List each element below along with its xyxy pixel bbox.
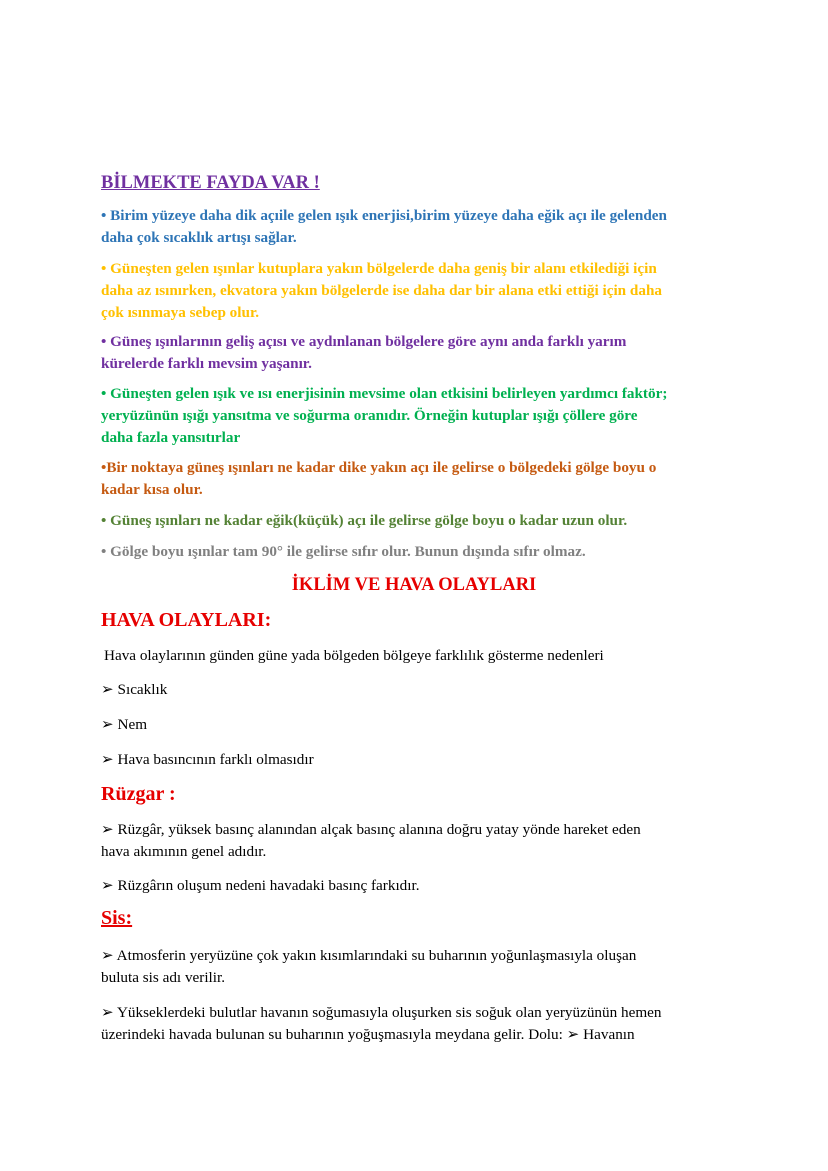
fact-5: [101, 457, 741, 501]
ruzgar-paragraph-1: [101, 819, 741, 863]
hava-item-3: ➢ Hava basıncının farklı olmasıdır: [101, 751, 314, 768]
fact-4-line-3: daha fazla yansıtırlar: [101, 429, 241, 446]
ruzgar-heading: Rüzgar :: [101, 783, 176, 805]
section-title: İKLİM VE HAVA OLAYLARI: [291, 575, 537, 595]
fact-6-line-1: • Güneş ışınları ne kadar eğik(küçük) açı ile gelirse gölge boyu o kadar uzun olur.: [101, 512, 628, 529]
fact-2-line-2: daha az ısınırken, ekvatora yakın bölgelerde ise daha dar bir alana etki ettiği için daha: [101, 282, 663, 299]
sis-paragraph-1: [101, 945, 741, 989]
hava-heading: HAVA OLAYLARI:: [101, 609, 272, 631]
ruzgar-paragraph-2: ➢ Rüzgârın oluşum nedeni havadaki basınç farkıdır.: [101, 877, 420, 894]
sis-p2-line-2: üzerindeki havada bulunan su buharının yoğuşmasıyla meydana gelir. Dolu: ➢ Havanın: [101, 1026, 635, 1043]
intro-heading: BİLMEKTE FAYDA VAR !: [101, 173, 320, 193]
fact-7-line-1: • Gölge boyu ışınlar tam 90° ile gelirse sıfır olur. Bunun dışında sıfır olmaz.: [101, 543, 586, 560]
fact-4-line-1: • Güneşten gelen ışık ve ısı enerjisinin mevsime olan etkisini belirleyen yardımcı faktör;: [101, 385, 668, 402]
hava-item-1: ➢ Sıcaklık: [101, 681, 168, 698]
fact-5-line-1: •Bir noktaya güneş ışınları ne kadar dike yakın açı ile gelirse o bölgedeki gölge boyu o: [101, 459, 657, 476]
fact-2: [101, 258, 741, 324]
fact-4-line-2: yeryüzünün ışığı yansıtma ve soğurma oranıdır. Örneğin kutuplar ışığı çöllere göre: [101, 407, 638, 424]
fact-7: [101, 541, 741, 563]
hava-item-2: ➢ Nem: [101, 716, 148, 733]
fact-3-line-2: kürelerde farklı mevsim yaşanır.: [101, 355, 312, 372]
sis-p1-line-2: buluta sis adı verilir.: [101, 969, 226, 986]
ruzgar-p1-line-2: hava akımının genel adıdır.: [101, 843, 267, 860]
fact-6: [101, 510, 741, 532]
fact-1: [101, 205, 741, 249]
fact-3: [101, 331, 741, 375]
sis-p1-line-1: ➢ Atmosferin yeryüzüne çok yakın kısımlarındaki su buharının yoğunlaşmasıyla oluşan: [101, 947, 637, 964]
fact-5-line-2: kadar kısa olur.: [101, 481, 203, 498]
ruzgar-p1-line-1: ➢ Rüzgâr, yüksek basınç alanından alçak basınç alanına doğru yatay yönde hareket eden: [101, 821, 641, 838]
fact-4: [101, 383, 741, 449]
sis-p2-line-1: ➢ Yükseklerdeki bulutlar havanın soğumasıyla oluşurken sis soğuk olan yeryüzünün hemen: [101, 1004, 662, 1021]
fact-3-line-1: • Güneş ışınlarının geliş açısı ve aydınlanan bölgelere göre aynı anda farklı yarım: [101, 333, 627, 350]
fact-1-line-2: daha çok sıcaklık artışı sağlar.: [101, 229, 297, 246]
hava-intro: Hava olaylarının günden güne yada bölgeden bölgeye farklılık gösterme nedenleri: [104, 647, 604, 664]
fact-1-line-1: • Birim yüzeye daha dik açıile gelen ışık enerjisi,birim yüzeye daha eğik açı ile gelenden: [101, 207, 667, 224]
fact-2-line-3: çok ısınmaya sebep olur.: [101, 304, 260, 321]
fact-2-line-1: • Güneşten gelen ışınlar kutuplara yakın bölgelerde daha geniş bir alanı etkilediği için: [101, 260, 657, 277]
sis-paragraph-2: [101, 1002, 741, 1046]
sis-heading: Sis:: [101, 907, 133, 929]
